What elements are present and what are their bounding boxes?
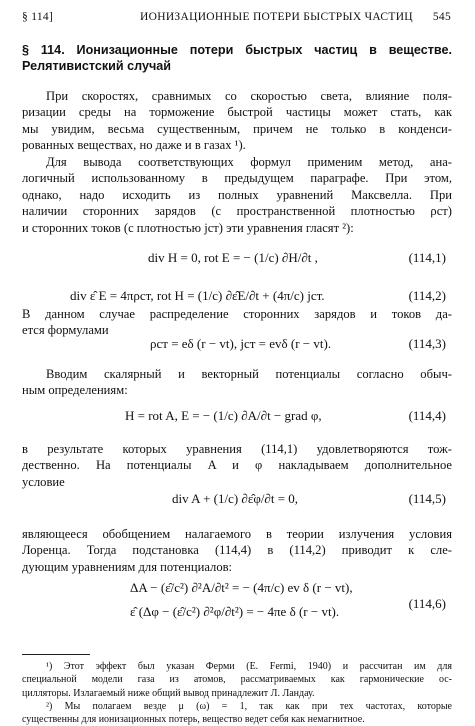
section-heading [22, 41, 452, 74]
text-line: наличии сторонних зарядов (с пространственной плотностью ρст) [22, 204, 452, 219]
equation-114-4 [22, 402, 452, 432]
equation-body: div H = 0, rot E = − (1/c) ∂H/∂t , [148, 250, 318, 265]
page-number: 545 [432, 11, 451, 23]
footnote-rule [22, 654, 90, 655]
section-heading-line: § 114. Ионизационные потери быстрых частиц в веществе. [22, 43, 452, 57]
footnote-line: ¹) Этот эффект был указан Ферми (E. Fermi, 1940) и рассчитан им для [46, 661, 452, 672]
text-line: мы увидим, весьма существенным, причем не только в конденси- [22, 121, 452, 136]
equation-body: ρст = eδ (r − vt), jст = evδ (r − vt). [150, 336, 332, 351]
section-heading-line: Релятивистский случай [22, 59, 172, 74]
footnotes [22, 660, 452, 726]
equation-114-5 [22, 485, 452, 515]
text-line: являющееся обобщением налагаемого в теории излучения условия [22, 527, 452, 541]
text-line: ется формулами [22, 323, 109, 338]
paragraph-4 [22, 366, 452, 399]
equation-number: (114,6) [408, 596, 446, 611]
paragraph-6 [22, 526, 452, 575]
running-head [22, 11, 451, 27]
equation-number: (114,1) [408, 250, 446, 265]
equation-number: (114,2) [408, 288, 446, 303]
text-line: и сторонних токов (с плотностью jст) эти уравнения гласят ²): [22, 220, 354, 235]
equation-number: (114,3) [408, 336, 446, 351]
section-marker: § 114] [22, 11, 54, 23]
equation-114-1 [22, 244, 452, 274]
text-line: ным определениям: [22, 383, 128, 398]
text-line: Лоренца. Тогда подстановка (114,4) в (114,2) приводит к сле- [22, 543, 452, 558]
footnote-line: ²) Мы полагаем везде μ (ω) = 1, так как при тех частотах, которые [46, 700, 452, 712]
equation-body: div A + (1/c) ∂ε̂φ/∂t = 0, [172, 491, 299, 506]
equation-body: ΔA − (ε̂/c²) ∂²A/∂t² = − (4π/c) ev δ (r − vt), [130, 580, 353, 595]
text-line: в результате которых уравнения (114,1) удовлетворяются тож- [22, 442, 452, 456]
text-line: Вводим скалярный и векторный потенциалы согласно обыч- [46, 367, 452, 381]
footnote-line: специальной модели газа из атомов, рассматриваемых как гармонические ос- [22, 674, 452, 686]
equation-114-6 [22, 580, 452, 630]
text-line: однако, надо исходить из полных уравнений Максвелла. При [22, 187, 452, 202]
equation-body: ε̂ (Δφ − (ε̂/c²) ∂²φ/∂t²) = − 4πe δ (r − vt). [130, 604, 340, 619]
equation-number: (114,5) [408, 491, 446, 506]
text-line: условие [22, 474, 65, 489]
paragraph-1 [22, 88, 452, 154]
text-line: При скоростях, сравнимых со скоростью света, влияние поля- [46, 89, 452, 103]
equation-114-3 [22, 330, 452, 360]
text-line: В данном случае распределение сторонних зарядов и токов да- [22, 307, 452, 321]
text-line: ризации среды на торможение быстрой частицы может стать, как [22, 105, 452, 120]
text-line: логичный использованному в предыдущем параграфе. При этом, [22, 171, 452, 186]
paragraph-5 [22, 441, 452, 490]
paragraph-2 [22, 154, 452, 236]
equation-number: (114,4) [408, 408, 446, 423]
footnote-line: существенны для ионизационных потерь, вещество ведет себя как немагнитное. [22, 714, 365, 726]
running-title: ИОНИЗАЦИОННЫЕ ПОТЕРИ БЫСТРЫХ ЧАСТИЦ [140, 11, 413, 23]
text-line: Для вывода соответствующих формул применим метод, ана- [46, 155, 452, 169]
text-line: дественно. На потенциалы A и φ накладываем дополнительное [22, 458, 452, 473]
text-line: рованных веществах, но даже и в газах ¹). [22, 138, 246, 153]
footnote-line: цилляторы. Излагаемый ниже общий вывод принадлежит Л. Ландау. [22, 687, 315, 699]
text-line: дующим уравнениям для потенциалов: [22, 559, 233, 574]
equation-body: div ε̂ E = 4πρст, rot H = (1/c) ∂ε̂E/∂t + (4π/c) jст. [70, 288, 325, 303]
equation-body: H = rot A, E = − (1/c) ∂A/∂t − grad φ, [125, 408, 322, 423]
